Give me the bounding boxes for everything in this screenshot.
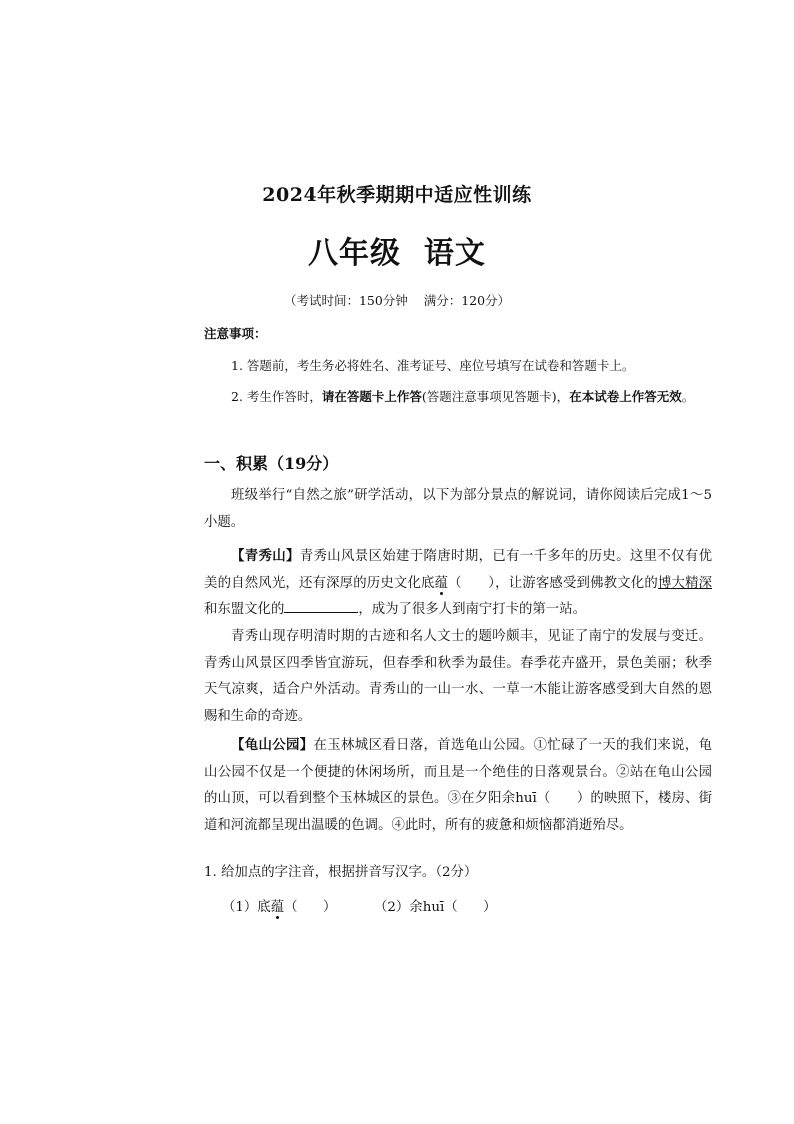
question-1-part-2: （2）余huī（ ）	[374, 900, 497, 915]
notice-item-2-end: 。	[681, 389, 695, 404]
fill-blank	[284, 598, 358, 613]
exam-info: （考试时间：150分钟 满分：120分）	[283, 293, 511, 308]
passage-text: （ ），让游客感受到佛教文化的	[448, 575, 658, 591]
question-1-part-1	[222, 896, 336, 915]
notice-item-2-emphasis: 请在答题卡上作答	[321, 389, 422, 404]
question-text: （1）底	[222, 900, 271, 915]
passage-text: 和东盟文化的	[204, 602, 285, 618]
passage-text: 在玉林城区看日落，首选龟山公园。①忙碌了一天的我们来说，龟山公园不仅是一个便捷的休闲场所，而且是一个绝佳的日落观景台。②站在龟山公园的山顶，可以看到整个玉林城区的景色。③在夕阳余huī（ ）的映照下，楼房、街道和河流都呈现出温暖的色调。④此时，所有的疲惫和烦恼都消逝殆尽。	[204, 738, 713, 833]
notice-item-1: 1. 答题前，考生务必将姓名、准考证号、座位号填写在试卷和答题卡上。	[231, 358, 635, 373]
underlined-phrase: 博大精深	[657, 575, 713, 591]
passage-qingxiushan-1	[204, 543, 712, 624]
passage-text: 青秀山风景区始建于隋唐时期，已有一千多年的历史。这里不仅有优美的自然风光，还有深厚的历史文化底	[204, 549, 713, 591]
exam-subject: 八年级 语文	[308, 236, 486, 271]
notice-item-2	[231, 387, 694, 405]
passage-guishan	[204, 732, 712, 839]
notice-item-2-note: (答题注意事项见答题卡)，	[421, 389, 570, 404]
notice-title: 注意事项：	[204, 326, 267, 341]
answer-blank: （ ）	[284, 900, 337, 915]
passage-tag: 【青秀山】	[231, 548, 300, 564]
dotted-char: 蕴	[270, 900, 285, 915]
dotted-char: 蕴	[434, 575, 449, 591]
passage-text: ，成为了很多人到南宁打卡的第一站。	[358, 602, 586, 618]
passage-qingxiushan-2: 青秀山现存明清时期的古迹和名人文士的题吟颇丰，见证了南宁的发展与变迁。青秀山风景区四季皆宜游玩，但春季和秋季为最佳。春季花卉盛开，景色美丽；秋季天气凉爽，适合户外活动。青秀山的一山一水、一草一木能让游客感受到大自然的恩赐和生命的奇迹。	[204, 629, 712, 724]
section-heading: 一、积累（19分）	[204, 454, 339, 473]
section-intro: 班级举行“自然之旅”研学活动，以下为部分景点的解说词，请你阅读后完成1～5小题。	[204, 488, 712, 530]
notice-item-2-warning: 在本试卷上作答无效	[569, 389, 682, 404]
passage-tag: 【龟山公园】	[231, 737, 314, 753]
question-1: 1. 给加点的字注音，根据拼音写汉字。（2分）	[204, 865, 478, 880]
notice-item-2-text: 2. 考生作答时，	[231, 389, 322, 404]
exam-title: 2024年秋季期期中适应性训练	[262, 184, 532, 206]
